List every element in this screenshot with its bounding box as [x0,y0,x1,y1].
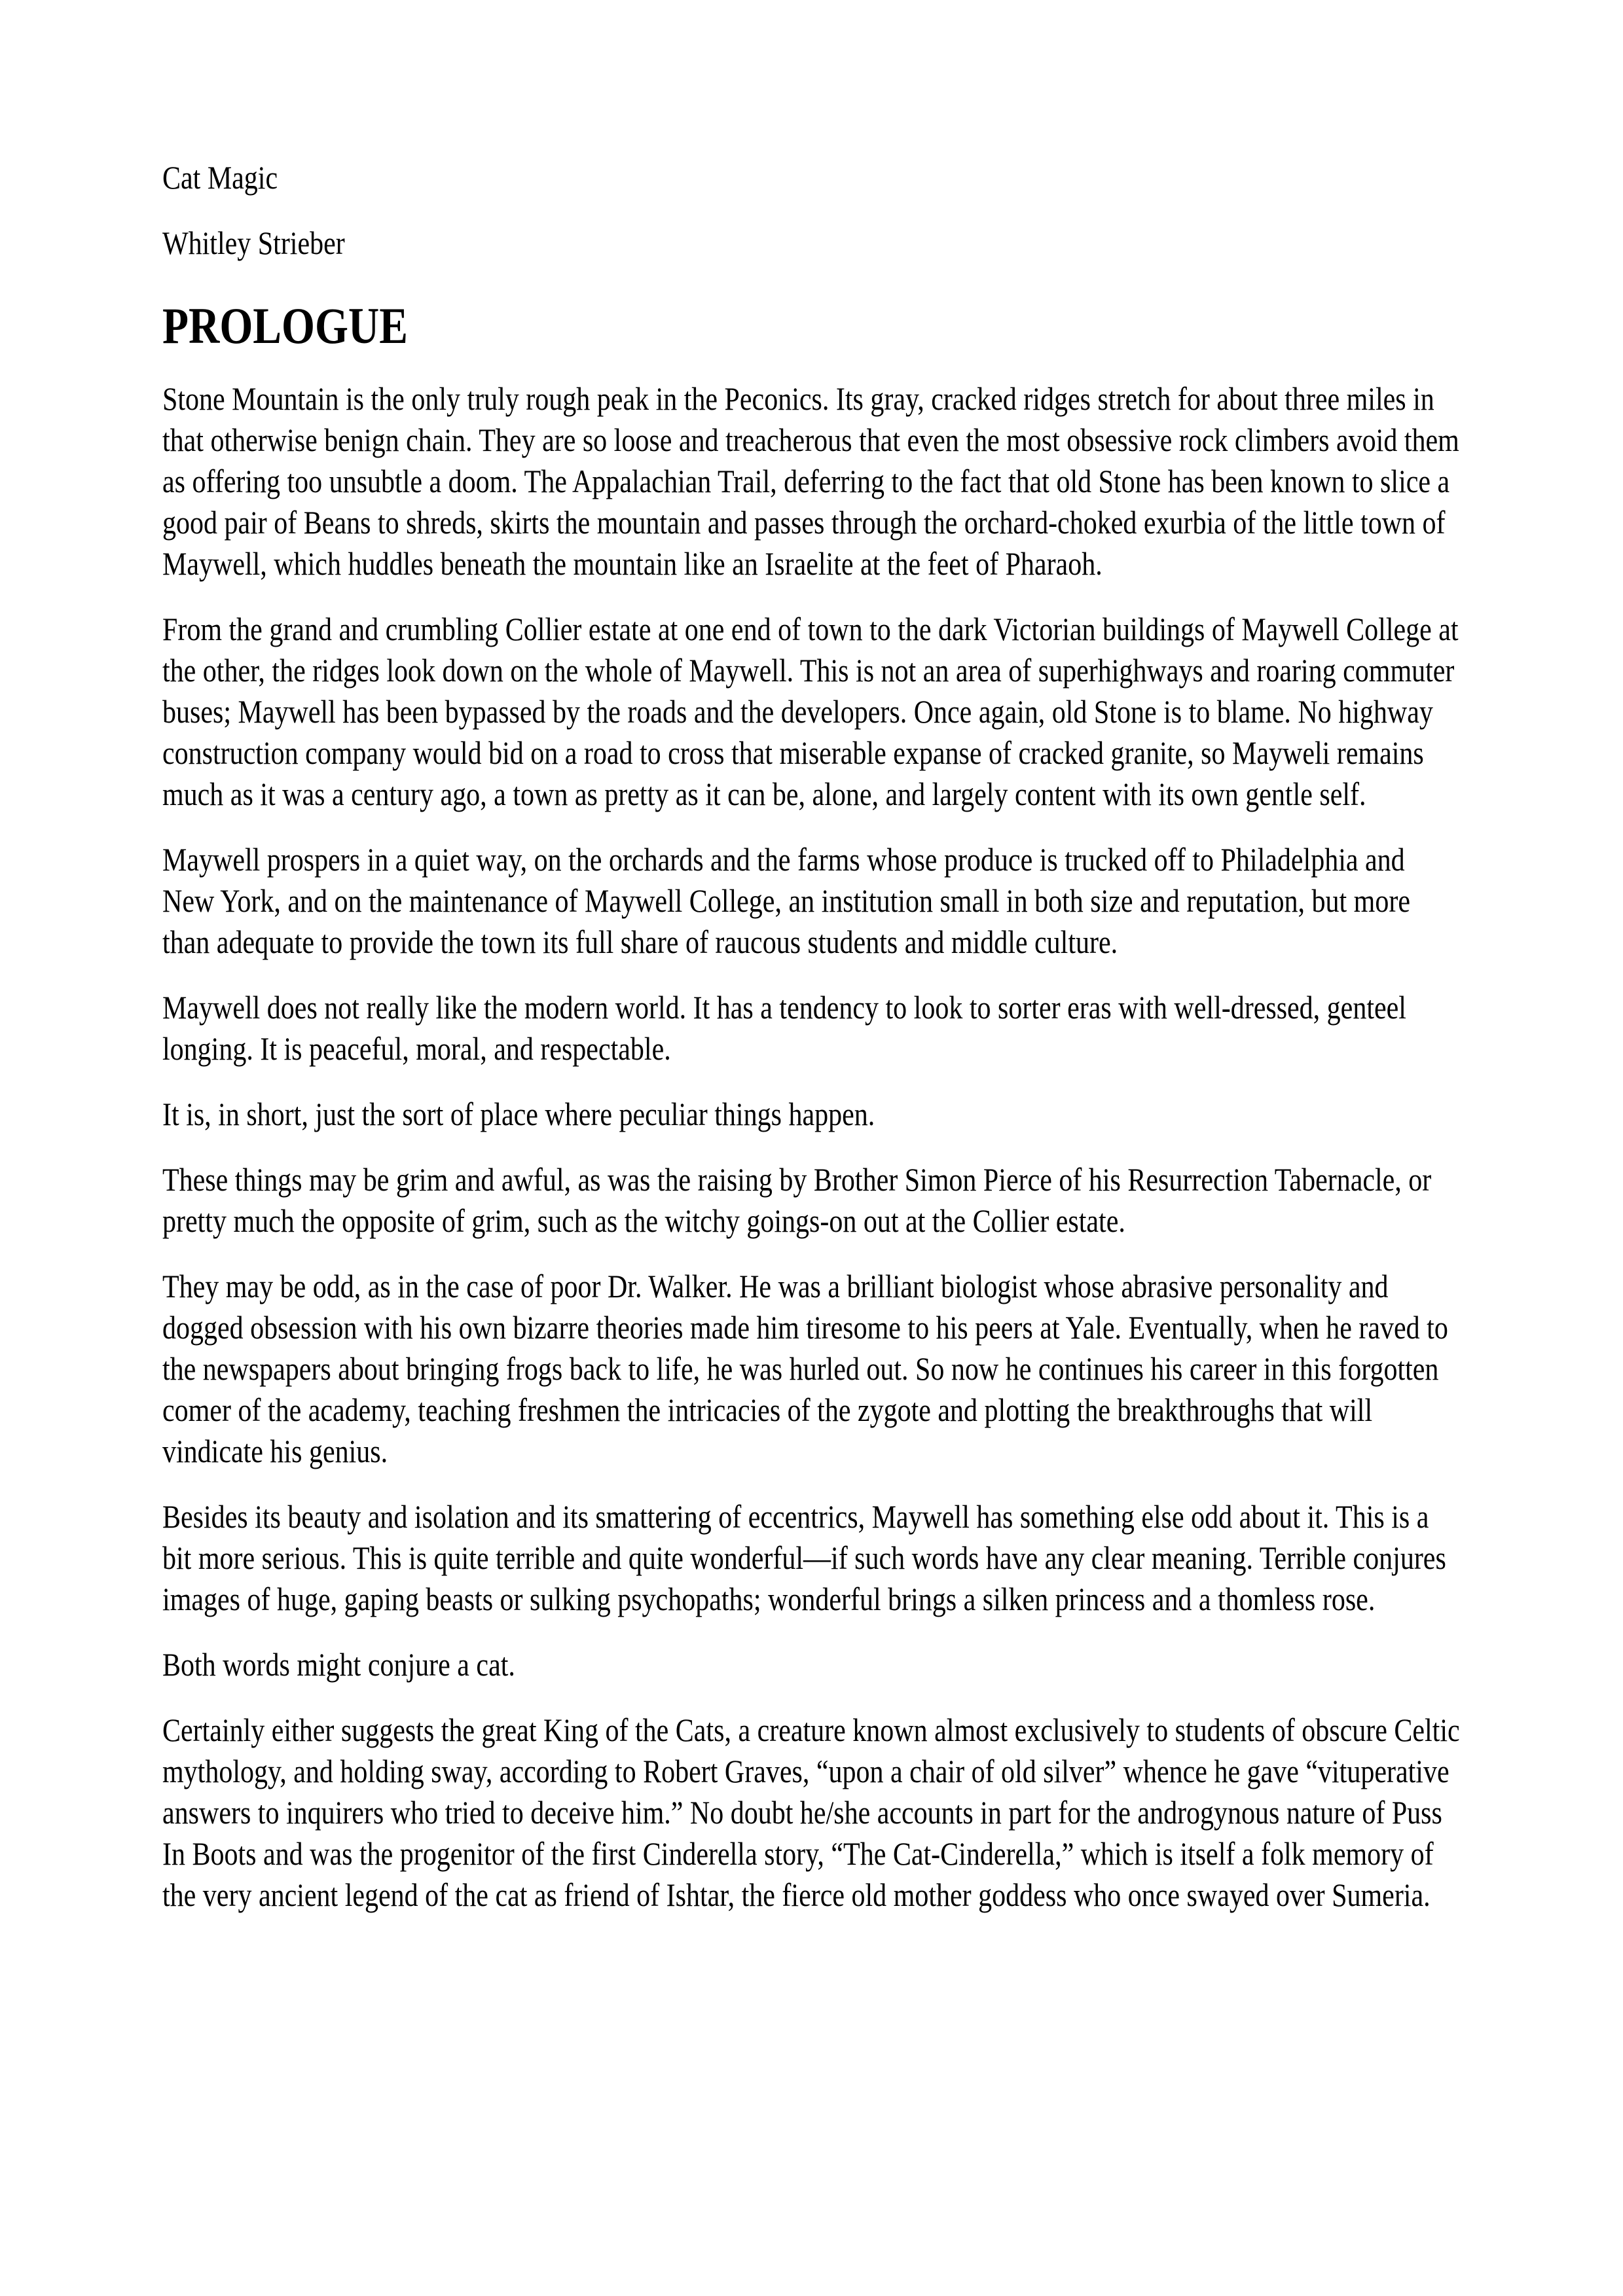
chapter-heading: PROLOGUE [162,297,408,354]
page-content [162,157,1463,1940]
paragraph: Besides its beauty and isolation and its smattering of eccentrics, Maywell has something else odd about it. This is a bit more serious. This is quite terrible and quite wonderful—if such words have any clear meaning. Terrible conjures images of huge, gaping beasts or sulking psychopaths; wonderful brings a silken princess and a thomless rose. [162,1498,1446,1617]
author-name: Whitley Strieber [162,224,345,261]
paragraph: It is, in short, just the sort of place where peculiar things happen. [162,1096,875,1132]
paragraph: Both words might conjure a cat. [162,1646,515,1683]
paragraph: Maywell does not really like the modern world. It has a tendency to look to sorter eras with well-dressed, genteel longing. It is peaceful, moral, and respectable. [162,989,1406,1067]
paragraph: These things may be grim and awful, as was the raising by Brother Simon Pierce of his Resurrection Tabernacle, or pretty much the opposite of grim, such as the witchy goings-on out at the Collier estate. [162,1161,1432,1239]
book-title: Cat Magic [162,159,278,196]
paragraph: Maywell prospers in a quiet way, on the orchards and the farms whose produce is trucked off to Philadelphia and New York, and on the maintenance of Maywell College, an institution small in both size and reputation, but more than adequate to provide the town its full share of raucous students and middle culture. [162,841,1410,960]
paragraph: Certainly either suggests the great King of the Cats, a creature known almost exclusively to students of obscure Celtic mythology, and holding sway, according to Robert Graves, “upon a chair of old silver” whence he gave “vituperative answers to inquirers who tried to deceive him.” No doubt he/she accounts in part for the androgynous nature of Puss In Boots and was the progenitor of the first Cinderella story, “The Cat-Cinderella,” which is itself a folk memory of the very ancient legend of the cat as friend of Ishtar, the fierce old mother goddess who once swayed over Sumeria. [162,1712,1460,1913]
paragraph: They may be odd, as in the case of poor Dr. Walker. He was a brilliant biologist whose abrasive personality and dogged obsession with his own bizarre theories made him tiresome to his peers at Yale. Eventually, when he raved to the newspapers about bringing frogs back to life, he was hurled out. So now he continues his career in this forgotten comer of the academy, teaching freshmen the intricacies of the zygote and plotting the breakthroughs that will vindicate his genius. [162,1268,1448,1469]
paragraph: From the grand and crumbling Collier estate at one end of town to the dark Victorian buildings of Maywell College at the other, the ridges look down on the whole of Maywell. This is not an area of superhighways and roaring commuter buses; Maywell has been bypassed by the roads and the developers. Once again, old Stone is to blame. No highway construction company would bid on a road to cross that miserable expanse of cracked granite, so Mayweli remains much as it was a century ago, a town as pretty as it can be, alone, and largely content with its own gentle self. [162,611,1459,812]
paragraph: Stone Mountain is the only truly rough peak in the Peconics. Its gray, cracked ridges stretch for about three miles in that otherwise benign chain. They are so loose and treacherous that even the most obsessive rock climbers avoid them as offering too unsubtle a doom. The Appalachian Trail, deferring to the fact that old Stone has been known to slice a good pair of Beans to shreds, skirts the mountain and passes through the orchard-choked exurbia of the little town of Maywell, which huddles beneath the mountain like an Israelite at the feet of Pharaoh. [162,380,1459,582]
